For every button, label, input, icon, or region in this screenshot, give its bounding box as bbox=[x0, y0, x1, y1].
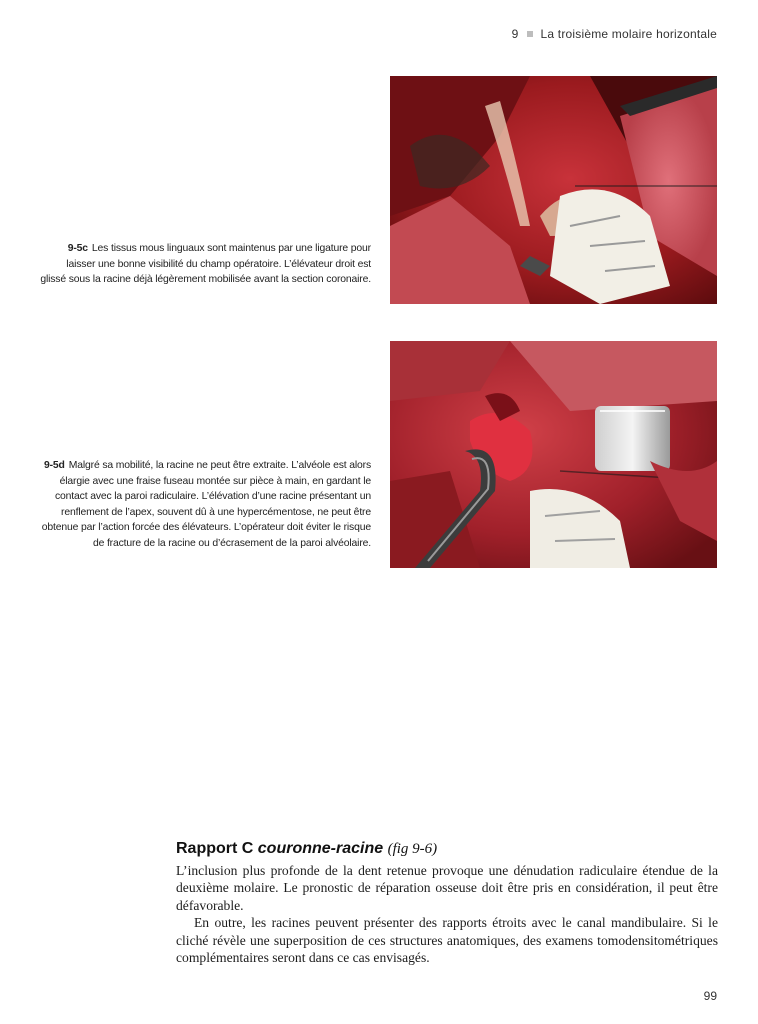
chapter-number: 9 bbox=[511, 27, 519, 41]
figure-9-5c-photo bbox=[390, 76, 717, 304]
heading-italic: couronne-racine bbox=[257, 840, 384, 857]
body-paragraph: En outre, les racines peuvent présenter des rapports étroits avec le canal mandibulaire. Si le cliché révèle une superposition de ces structures anatomiques, des examens tomodensitométriques complémentaires seront dans ce cas envisagés. bbox=[176, 915, 718, 966]
figure-9-5d-caption bbox=[40, 458, 371, 552]
figure-9-5d-photo bbox=[390, 341, 717, 568]
surgical-photo-image bbox=[390, 76, 717, 304]
body-paragraph: L’inclusion plus profonde de la dent retenue provoque une dénudation radiculaire étendue de la deuxième molaire. Le pronostic de réparation osseuse doit être pris en considération, il peut être défavorable. bbox=[176, 863, 718, 913]
heading-prefix: Rapport C bbox=[176, 840, 254, 857]
surgical-photo-image bbox=[390, 341, 717, 568]
body-section bbox=[176, 840, 718, 966]
header-separator bbox=[527, 31, 533, 37]
page-number: 99 bbox=[703, 989, 717, 1003]
figure-caption-text: Les tissus mous linguaux sont maintenus par une ligature pour laisser une bonne visibilité du champ opératoire. L’élévateur droit est glissé sous la racine déjà légèrement mobilisée avant la section coronaire. bbox=[40, 243, 371, 286]
figure-number: 9-5d bbox=[43, 460, 65, 471]
section-heading bbox=[176, 840, 718, 858]
heading-figure-ref: (fig 9-6) bbox=[387, 841, 438, 857]
running-header bbox=[512, 27, 717, 41]
figure-caption-text: Malgré sa mobilité, la racine ne peut être extraite. L’alvéole est alors élargie avec une fraise fuseau montée sur pièce à main, en gardant le contact avec la paroi radiculaire. L’élévation d’une racine présentant un renflement de l’apex, souvent dû à une hypercémentose, ne peut être obtenue par l’action forcée des élévateurs. L’opérateur doit éviter le risque de fracture de la racine ou d’écrasement de la paroi alvéolaire. bbox=[41, 460, 371, 549]
figure-number: 9-5c bbox=[67, 243, 88, 254]
chapter-title: La troisième molaire horizontale bbox=[540, 27, 717, 41]
figure-9-5c-caption bbox=[40, 241, 371, 288]
